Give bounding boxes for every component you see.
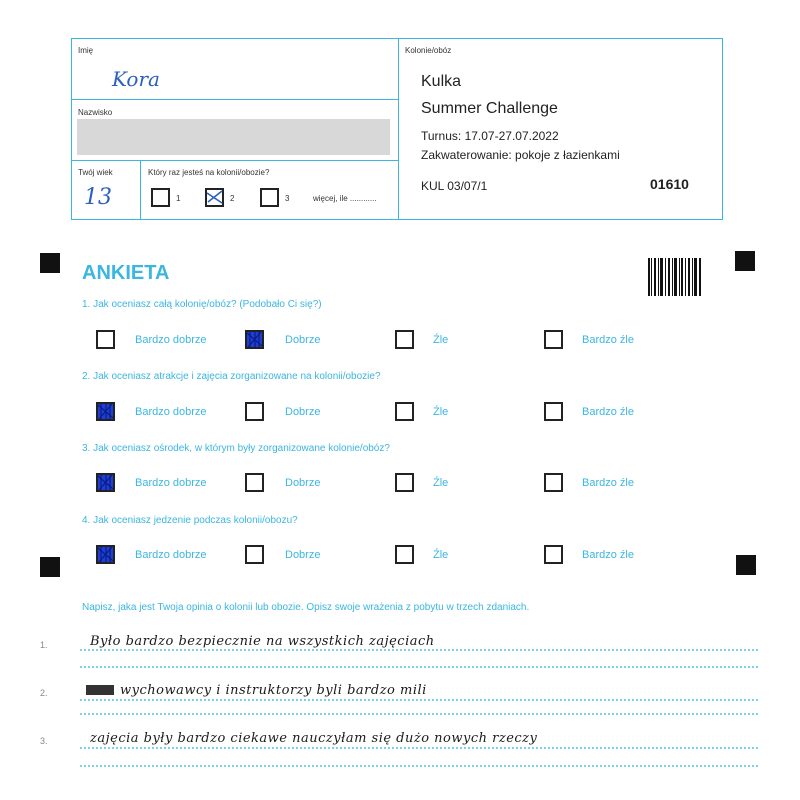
answer-1-text: Było bardzo bezpiecznie na wszystkich zajęciach — [90, 634, 435, 649]
camp-label: Kolonie/obóz — [405, 46, 452, 55]
name-label: Imię — [78, 46, 94, 55]
question-1: 1. Jak oceniasz całą kolonię/obóz? (Podobało Ci się?) — [82, 299, 322, 310]
q3-option-very-bad-checkbox[interactable] — [544, 473, 563, 492]
question-2-options — [96, 402, 656, 424]
q2-option-very-bad-checkbox[interactable] — [544, 402, 563, 421]
surname-label: Nazwisko — [78, 108, 113, 117]
cross-mark-icon — [205, 188, 224, 207]
times-checkbox-3[interactable] — [260, 188, 279, 207]
form-number: 01610 — [650, 176, 689, 192]
question-4-options — [96, 545, 656, 567]
registration-marker-mid-right — [736, 555, 756, 575]
question-2: 2. Jak oceniasz atrakcje i zajęcia zorganizowane na kolonii/obozie? — [82, 371, 381, 382]
header-form — [71, 38, 723, 220]
times-option-more: więcej, ile ............ — [313, 194, 377, 203]
q1-option-bad-checkbox[interactable] — [395, 330, 414, 349]
q1-option-good-label: Dobrze — [285, 334, 321, 346]
answer-3-line — [80, 747, 758, 749]
age-field[interactable]: 13 — [84, 185, 112, 210]
barcode-icon — [648, 258, 702, 296]
answer-1-line — [80, 649, 758, 651]
answer-2-line — [80, 699, 758, 701]
opinion-prompt: Napisz, jaka jest Twoja opinia o kolonii lub obozie. Opisz swoje wrażenia z pobytu w trzech zdaniach. — [82, 602, 530, 613]
q4-option-bad-checkbox[interactable] — [395, 545, 414, 564]
q1-option-very-bad-checkbox[interactable] — [544, 330, 563, 349]
registration-marker-mid-left — [40, 557, 60, 577]
camp-name: Kulka — [421, 73, 462, 90]
times-option-1: 1 — [176, 194, 181, 203]
times-option-2: 2 — [230, 194, 235, 203]
q2-option-good-label: Dobrze — [285, 406, 321, 418]
q3-option-very-bad-label: Bardzo źle — [582, 477, 634, 489]
q4-option-good-checkbox[interactable] — [245, 545, 264, 564]
q1-option-very-good-label: Bardzo dobrze — [135, 334, 207, 346]
answer-3-line-2 — [80, 765, 758, 767]
scribble-mark-icon — [96, 402, 115, 421]
q3-option-bad-checkbox[interactable] — [395, 473, 414, 492]
survey-title: ANKIETA — [82, 262, 170, 284]
name-divider — [72, 99, 398, 100]
accommodation: Zakwaterowanie: pokoje z łazienkami — [421, 148, 620, 162]
question-3: 3. Jak oceniasz ośrodek, w którym były zorganizowane kolonie/obóz? — [82, 443, 390, 454]
q3-option-very-good-label: Bardzo dobrze — [135, 477, 207, 489]
q2-option-good-checkbox[interactable] — [245, 402, 264, 421]
age-divider — [140, 160, 141, 219]
q3-option-good-label: Dobrze — [285, 477, 321, 489]
q1-option-very-bad-label: Bardzo źle — [582, 334, 634, 346]
camp-code: KUL 03/07/1 — [421, 179, 488, 193]
q2-option-bad-label: Źle — [433, 406, 449, 418]
question-4: 4. Jak oceniasz jedzenie podczas kolonii/obozu? — [82, 515, 298, 526]
answer-2[interactable] — [40, 680, 760, 730]
q4-option-very-good-checkbox[interactable] — [96, 545, 115, 564]
camp-subtitle: Summer Challenge — [421, 100, 558, 117]
age-label: Twój wiek — [78, 168, 113, 177]
turnus: Turnus: 17.07-27.07.2022 — [421, 129, 559, 143]
redacted-word — [86, 685, 114, 695]
answer-1[interactable] — [40, 628, 760, 678]
q3-option-good-checkbox[interactable] — [245, 473, 264, 492]
answer-1-number: 1. — [40, 640, 48, 650]
scribble-mark-icon — [96, 545, 115, 564]
q2-option-very-good-checkbox[interactable] — [96, 402, 115, 421]
q4-option-good-label: Dobrze — [285, 549, 321, 561]
barcode — [648, 258, 702, 296]
times-label: Który raz jesteś na kolonii/obozie? — [148, 168, 270, 177]
name-field[interactable]: Kora — [112, 67, 160, 91]
q2-option-bad-checkbox[interactable] — [395, 402, 414, 421]
surname-redacted — [77, 119, 390, 155]
answer-2-number: 2. — [40, 688, 48, 698]
answer-2-text: wychowawcy i instruktorzy byli bardzo mili — [120, 683, 427, 698]
times-option-3: 3 — [285, 194, 290, 203]
answer-3[interactable] — [40, 728, 760, 778]
q4-option-very-bad-label: Bardzo źle — [582, 549, 634, 561]
q1-option-bad-label: Źle — [433, 334, 449, 346]
q4-option-bad-label: Źle — [433, 549, 449, 561]
answer-3-text: zajęcia były bardzo ciekawe nauczyłam się dużo nowych rzeczy — [90, 731, 538, 746]
times-checkbox-2[interactable] — [205, 188, 224, 207]
q3-option-bad-label: Źle — [433, 477, 449, 489]
header-divider — [398, 39, 399, 219]
question-3-options — [96, 473, 656, 495]
answer-2-line-2 — [80, 713, 758, 715]
answer-3-number: 3. — [40, 736, 48, 746]
times-checkbox-1[interactable] — [151, 188, 170, 207]
q2-option-very-bad-label: Bardzo źle — [582, 406, 634, 418]
scribble-mark-icon — [96, 473, 115, 492]
q2-option-very-good-label: Bardzo dobrze — [135, 406, 207, 418]
q4-option-very-good-label: Bardzo dobrze — [135, 549, 207, 561]
registration-marker-top-left — [40, 253, 60, 273]
q4-option-very-bad-checkbox[interactable] — [544, 545, 563, 564]
scribble-mark-icon — [245, 330, 264, 349]
answer-1-line-2 — [80, 666, 758, 668]
question-1-options — [96, 330, 656, 352]
registration-marker-top-right — [735, 251, 755, 271]
q1-option-good-checkbox[interactable] — [245, 330, 264, 349]
q1-option-very-good-checkbox[interactable] — [96, 330, 115, 349]
q3-option-very-good-checkbox[interactable] — [96, 473, 115, 492]
surname-divider — [72, 160, 398, 161]
